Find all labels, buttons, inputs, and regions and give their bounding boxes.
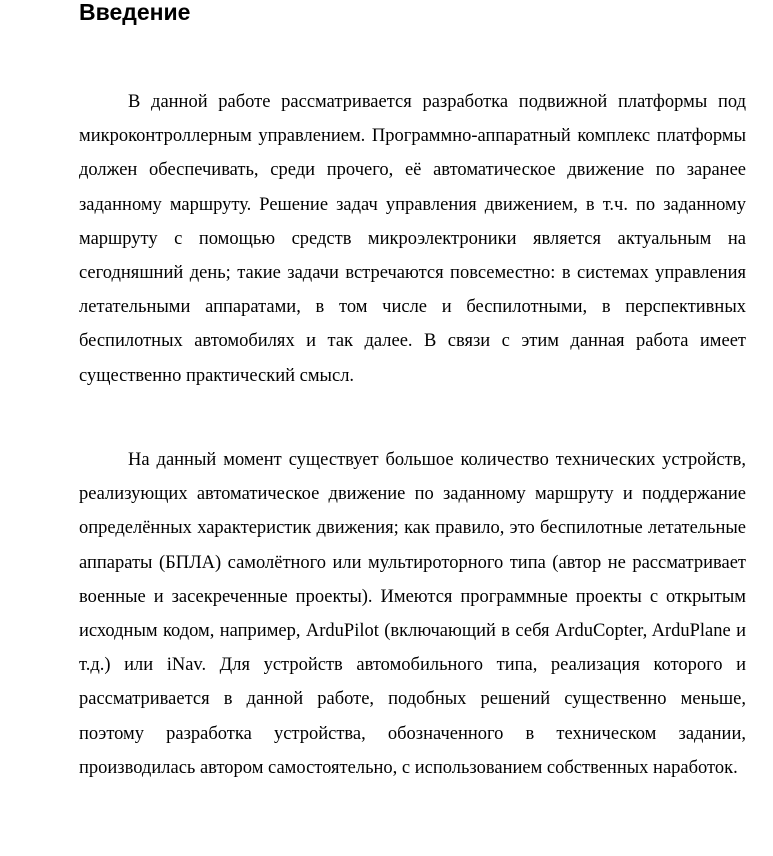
section-heading: Введение [79, 0, 191, 25]
paragraph-1: В данной работе рассматривается разработка подвижной платформы под микроконтроллерным управлением. Программно-аппаратный комплекс платформы должен обеспечивать, среди прочего, её автоматическое движение по заранее заданному маршруту. Решение задач управления движением, в т.ч. по заданному маршруту с помощью средств микроэлектроники является актуальным на сегодняшний день; такие задачи встречаются повсеместно: в системах управления летательными аппаратами, в том числе и беспилотными, в перспективных беспилотных автомобилях и так далее. В связи с этим данная работа имеет существенно практический смысл. [79, 92, 746, 386]
paragraph-2: На данный момент существует большое количество технических устройств, реализующих автоматическое движение по заданному маршруту и поддержание определённых характеристик движения; как правило, это беспилотные летательные аппараты (БПЛА) самолётного или мультироторного типа (автор не рассматривает военные и засекреченные проекты). Имеются программные проекты с открытым исходным кодом, например, ArduPilot (включающий в себя ArduCopter, ArduPlane и т.д.) или iNav. Для устройств автомобильного типа, реализация которого и рассматривается в данной работе, подобных решений существенно меньше, поэтому разработка устройства, обозначенного в техническом задании, производилась автором самостоятельно, с использованием собственных наработок. [79, 450, 746, 778]
